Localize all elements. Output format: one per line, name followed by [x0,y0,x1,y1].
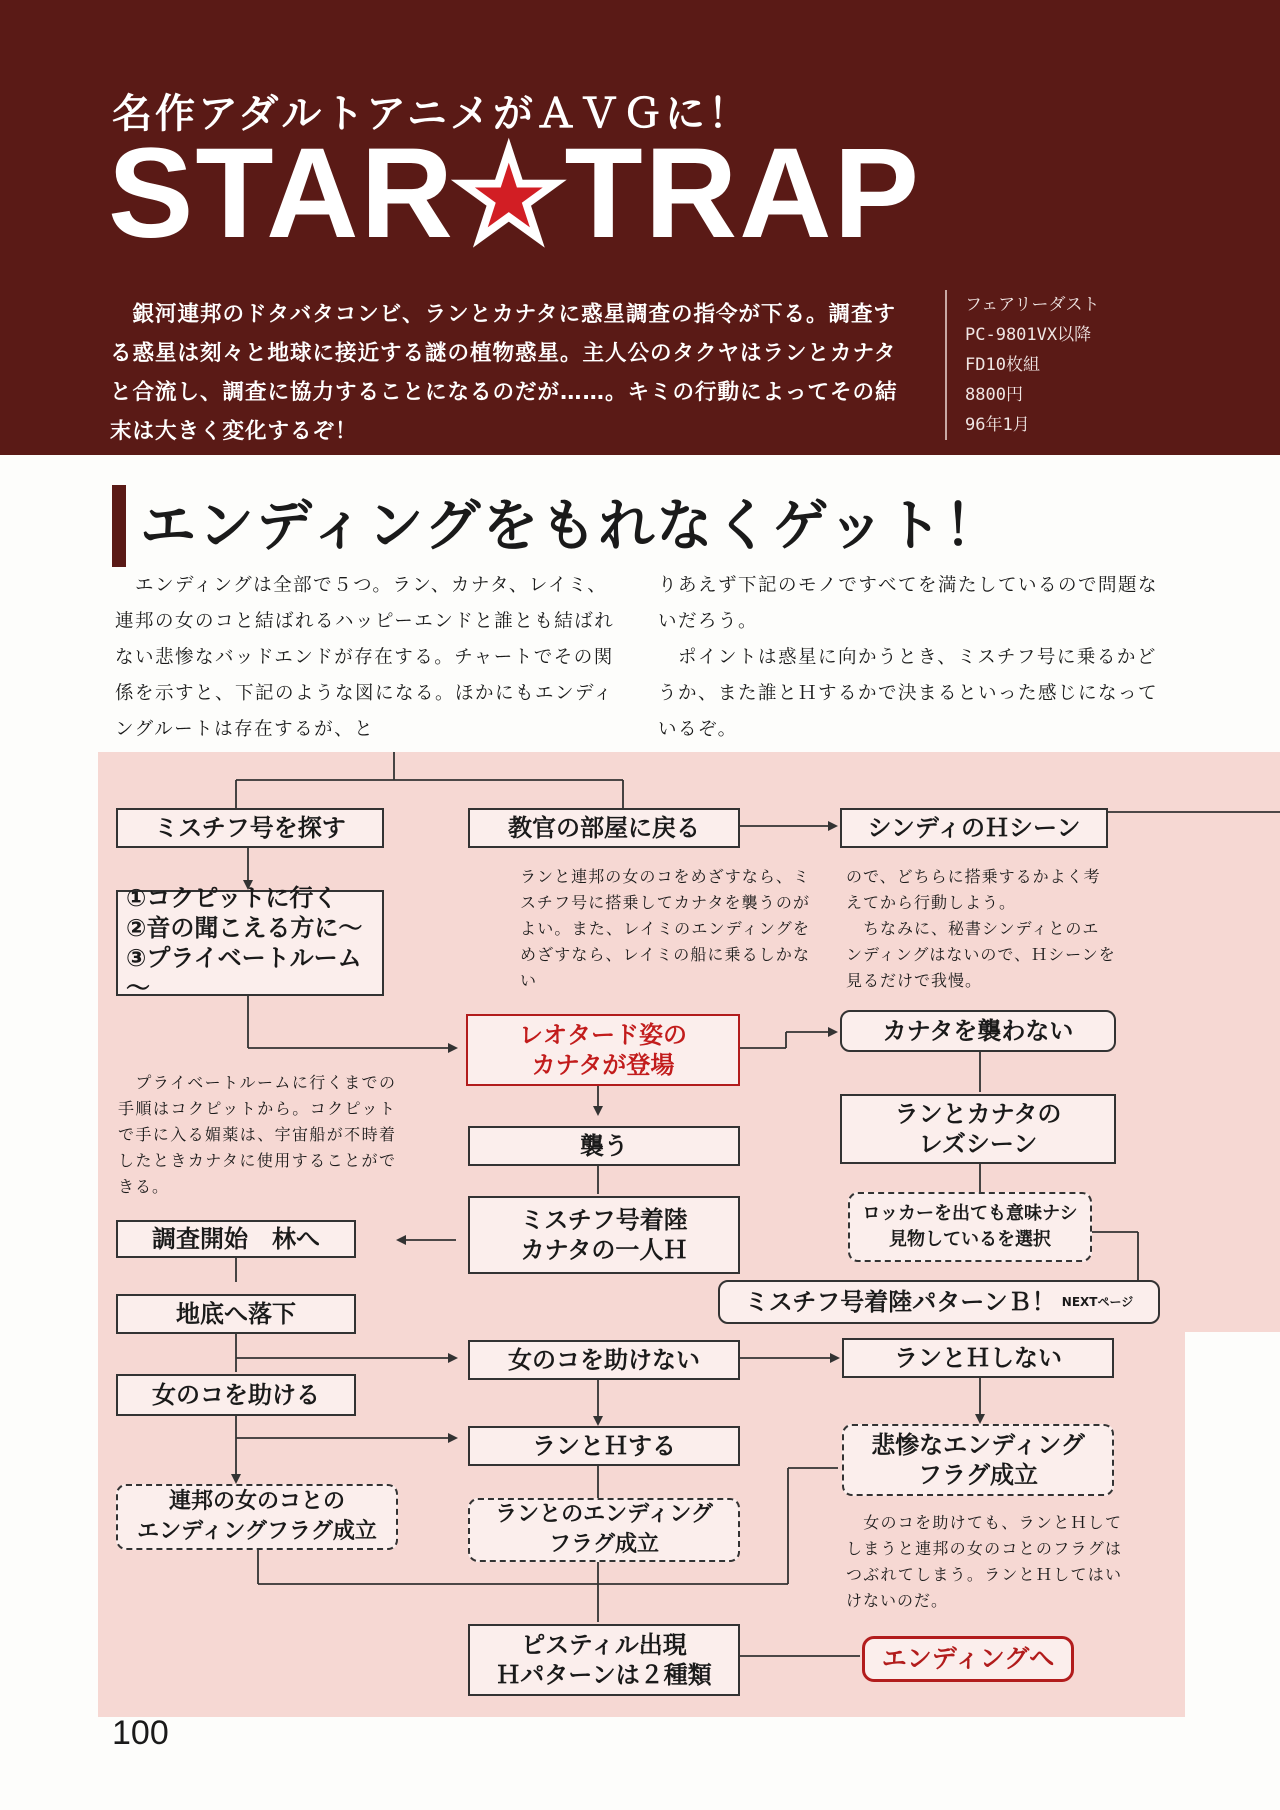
note-center: ランと連邦の女のコをめざすなら、ミスチフ号に搭乗してカナタを襲うのがよい。また、レイミのエンディングをめざすなら、レイミの船に乗るしかない [520,867,810,990]
lead-paragraph: 銀河連邦のドタバタコンビ、ランとカナタに惑星調査の指令が下る。調査する惑星は刻々と地球に接近する謎の植物惑星。主人公のタクヤはランとカナタと合流し、調査に協力することになるのだが……。キミの行動によってその結末は大きく変化するぞ！ [110,302,898,444]
node-ending: エンディングへ [862,1636,1074,1682]
title-right: TRAP [564,122,921,265]
pattern-b-label: ミスチフ号着陸パターンＢ！ [744,1288,1056,1316]
kicker-text: 名作アダルトアニメがＡＶＧに！ [112,91,751,137]
body-column-2: りあえず下記のモノですべてを満たしているので問題ないだろう。 ポイントは惑星に向かうとき、ミスチフ号に乗るかどうか、また誰とＨするかで決まるといった感じになっているぞ。 [658,575,1159,740]
section-bar [112,485,126,567]
node-survey-forest: 調査開始 林へ [116,1220,356,1258]
header-banner [0,0,1280,455]
star-icon: ★ [454,129,565,263]
title-left: STAR [108,122,455,265]
node-h-ran: ランとＨする [468,1426,740,1466]
section-title: エンディングをもれなくゲット！ [140,494,1003,559]
next-page-label: NEXTページ [1061,1295,1134,1309]
node-no-h-ran: ランとＨしない [842,1338,1114,1378]
spec-media: FD10枚組 [965,355,1040,375]
note-right: ので、どちらに搭乗するかよく考えてから行動しよう。 ちなみに、秘書シンディとのエンディングはないので、Ｈシーンを見るだけで我慢。 [846,867,1116,990]
body-column-1: エンディングは全部で５つ。ラン、カナタ、レイミ、連邦の女のコと結ばれるハッピーエンドと誰とも結ばれない悲惨なバッドエンドが存在する。チャートでその関係を示すと、下記のような図になる。ほかにもエンディングルートは存在するが、と [115,575,615,740]
step-3: ③プライベートルーム～ [126,944,362,1002]
node-pattern-b [718,1280,1160,1324]
spec-platform: PC-9801VX以降 [965,325,1092,345]
flow-chart [98,752,1280,1717]
note-bottom: 女のコを助けても、ランとＨしてしまうと連邦の女のコとのフラグはつぶれてしまう。ランとＨしてはいけないのだ。 [846,1513,1122,1610]
node-attack: 襲う [468,1126,740,1166]
node-tragic-flag: 悲惨なエンディング フラグ成立 [842,1424,1114,1496]
page-number: 100 [112,1714,169,1752]
node-pistil: ピスティル出現 Ｈパターンは２種類 [468,1624,740,1696]
node-return-room: 教官の部屋に戻る [468,808,740,848]
node-ran-flag: ランとのエンディング フラグ成立 [468,1498,740,1562]
spec-release: 96年1月 [965,415,1030,435]
node-no-attack: カナタを襲わない [840,1010,1116,1052]
node-steps [116,884,384,1002]
node-landing-solo: ミスチフ号着陸 カナタの一人Ｈ [468,1196,740,1274]
spec-list [945,290,1099,440]
spec-publisher: フェアリーダスト [965,295,1100,315]
node-not-help-girl: 女のコを助けない [468,1340,740,1380]
node-search-mischief: ミスチフ号を探す [116,808,384,848]
note-left: プライベートルームに行くまでの手順はコクピットから。コクピットで手に入る媚薬は、宇宙船が不時着したときカナタに使用することができる。 [118,1073,396,1196]
node-fall-underground: 地底へ落下 [116,1294,356,1334]
node-cindy-h-scene: シンディのＨシーン [840,808,1108,848]
node-leotard-kanata: レオタード姿の カナタが登場 [466,1014,740,1086]
step-1: ①コクピットに行く [126,884,338,912]
node-locker: ロッカーを出ても意味ナシ 見物しているを選択 [848,1192,1092,1262]
game-title [108,122,921,265]
node-federal-girl-flag: 連邦の女のコとの エンディングフラグ成立 [116,1484,398,1550]
node-lesbian-scene: ランとカナタの レズシーン [840,1094,1116,1164]
spec-price: 8800円 [965,385,1023,405]
step-2: ②音の聞こえる方に～ [126,914,363,942]
node-help-girl: 女のコを助ける [116,1374,356,1416]
